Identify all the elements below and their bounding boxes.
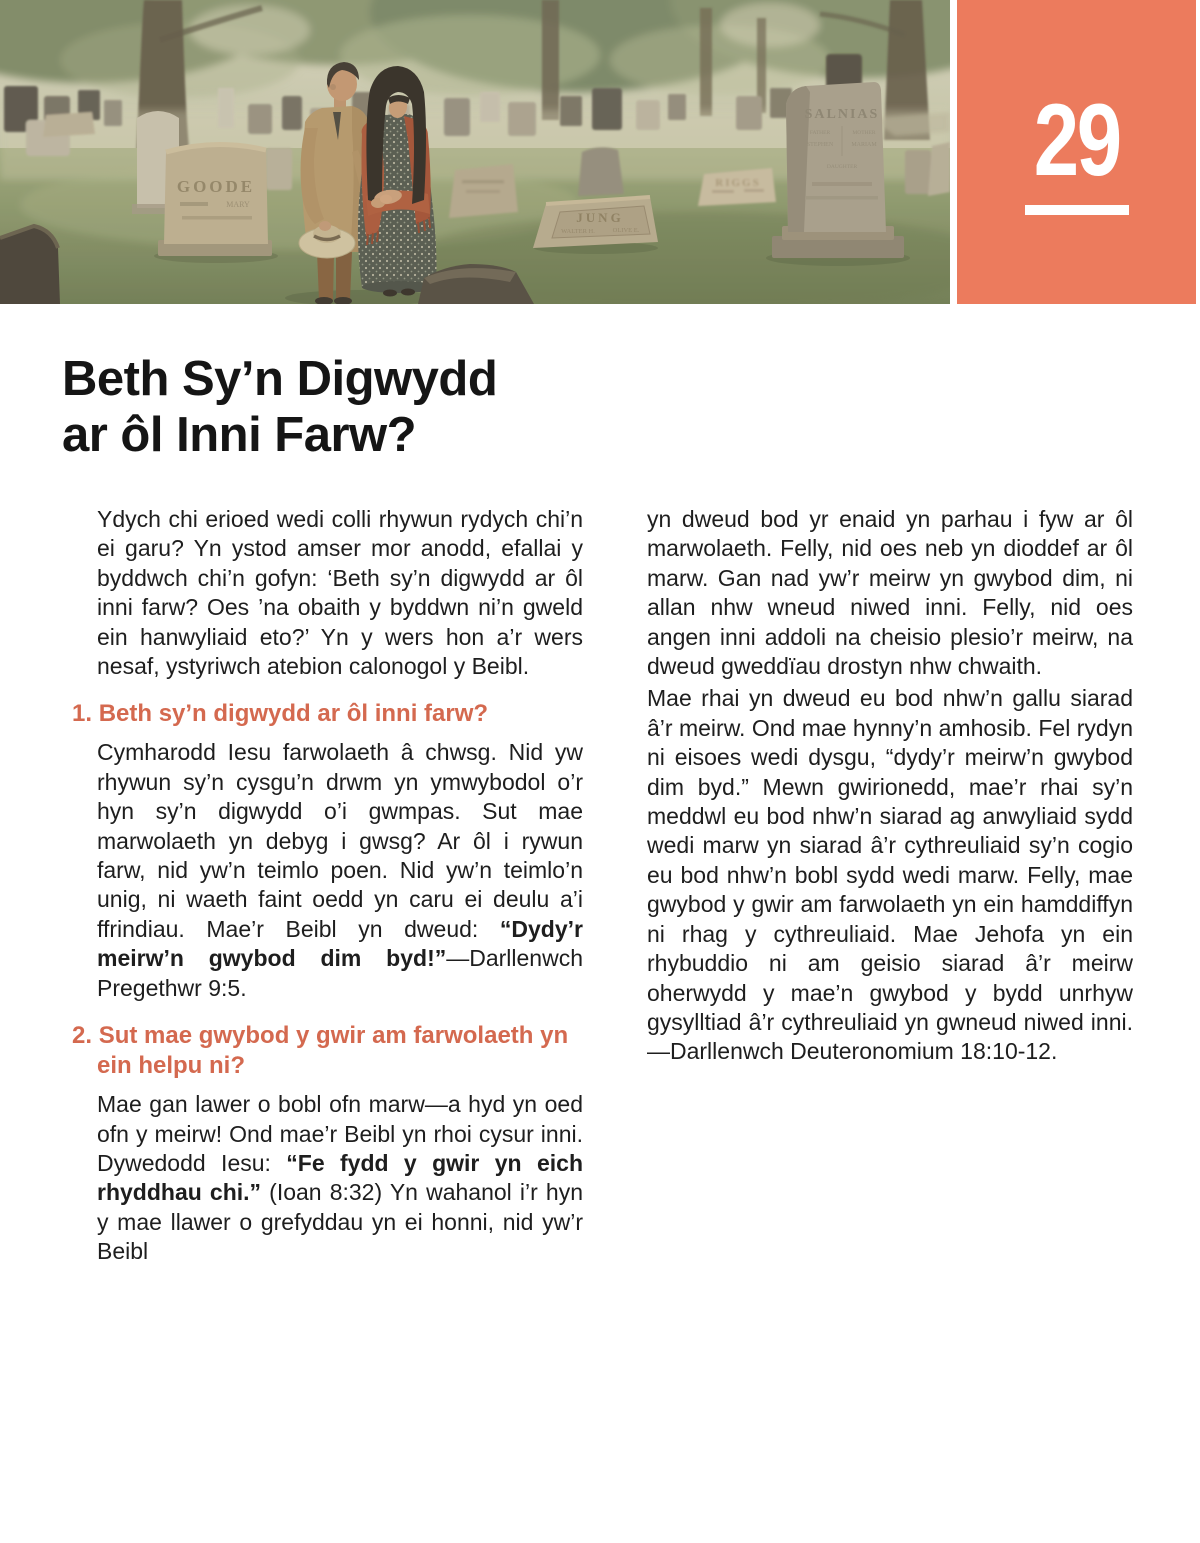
cemetery-photo bbox=[0, 0, 950, 304]
gravestone-label-salnias-father: FATHER bbox=[809, 130, 831, 136]
lesson-number-badge bbox=[957, 0, 1196, 304]
body-paragraph bbox=[97, 505, 583, 681]
gravestone-label-jung-walter: WALTER H. bbox=[561, 228, 595, 235]
cemetery-photo-illustration bbox=[0, 0, 950, 304]
text-run: —Darllenwch Pregethwr 9:5. bbox=[97, 945, 583, 1001]
body-paragraph bbox=[97, 1090, 583, 1266]
gravestone-label-goode: GOODE bbox=[176, 177, 256, 196]
lesson-number-underline bbox=[1025, 205, 1129, 215]
gravestone-label-jung: JUNG bbox=[576, 210, 624, 225]
gravestone-label-goode-sub: MARY bbox=[226, 200, 250, 209]
gravestone-label-salnias-stephen: STEPHEN bbox=[806, 142, 834, 148]
question-number: 1. bbox=[72, 700, 99, 728]
text-column-right bbox=[647, 505, 1133, 1067]
text-run: yn dweud bod yr enaid yn parhau i fyw ar ôl marwolaeth. Felly, nid oes neb yn dioddef ar ôl marw. Gan nad yw’r meirw yn gwybod dim, ni allan nhw wneud niwed inni. Felly, nid oes angen inni addoli na cheisio plesio’r meirw, na dweud gweddïau drostyn nhw chwaith. bbox=[647, 506, 1133, 680]
text-run: Ydych chi erioed wedi colli rhywun rydych chi’n ei garu? Yn ystod amser mor anodd, efallai y byddwch chi’n gofyn: ‘Beth sy’n digwydd ar ôl inni farw? Oes ’na obaith y byddwn ni’n gweld ein hanwyliaid eto?’ Yn y wers hon a’r wers nesaf, ystyriwch atebion calonogol y Beibl. bbox=[97, 506, 583, 680]
title-line-2: ar ôl Inni Farw? bbox=[62, 408, 417, 462]
gravestone-label-riggs: RIGGS bbox=[715, 177, 761, 189]
body-paragraph bbox=[647, 684, 1133, 1066]
question-heading: 2. Sut mae gwybod y gwir am farwolaeth yn ein helpu ni? bbox=[72, 1022, 569, 1080]
text-column-left bbox=[72, 505, 583, 1267]
bold-scripture-quote: “Fe fydd y gwir yn eich rhyddhau chi.” bbox=[97, 1149, 583, 1206]
page-title bbox=[62, 351, 497, 463]
body-paragraph bbox=[97, 738, 583, 1003]
gravestone-label-salnias: SALNIAS bbox=[804, 107, 880, 122]
gravestone-label-salnias-mother: MOTHER bbox=[852, 130, 876, 136]
text-run: Mae gan lawer o bobl ofn marw—a hyd yn oed ofn y meirw! Ond mae’r Beibl yn rhoi cysur inni. Dywedodd Iesu: bbox=[97, 1091, 583, 1176]
bold-scripture-quote: “Dydy’r meirw’n gwybod dim byd!” bbox=[97, 915, 583, 972]
title-line-1: Beth Sy’n Digwydd bbox=[62, 352, 498, 406]
question-heading: 1. Beth sy’n digwydd ar ôl inni farw? bbox=[72, 700, 489, 728]
gravestone-label-salnias-mariam: MARIAM bbox=[851, 142, 877, 148]
question-number: 2. bbox=[72, 1022, 99, 1050]
text-run: Mae rhai yn dweud eu bod nhw’n gallu siarad â’r meirw. Ond mae hynny’n amhosib. Fel rydyn ni eisoes wedi dysgu, “dydy’r meirw’n gwybod dim byd.” Mewn gwirionedd, mae’r rhai sy’n meddwl eu bod nhw’n siarad ag anwyliaid sydd wedi marw yn siarad â’r cythreuliaid sy’n cogio eu bod nhw’n bobl sydd wedi marw. Felly, mae gwybod y gwir am farwolaeth yn ein hamddiffyn ni rhag y cythreuliaid. Mae Jehofa yn ein rhybuddio ni am geisio siarad â’r meirw oherwydd y mae’n gwybod y bydd unrhyw gysylltiad â’r cythreuliaid yn gwneud niwed inni.—Darllenwch Deuteronomium 18:10-12. bbox=[647, 685, 1133, 1065]
text-run: Cymharodd Iesu farwolaeth â chwsg. Nid yw rhywun sy’n cysgu’n drwm yn ymwybodol o’r hyn sy’n digwydd o’i gwmpas. Sut mae marwolaeth yn debyg i gwsg? Ar ôl i rywun farw, nid yw’n teimlo poen. Nid yw’n teimlo’n unig, ni waeth faint oedd yn caru ei deulu a’i ffrindiau. Mae’r Beibl yn dweud: bbox=[97, 739, 583, 942]
lesson-number: 29 bbox=[1033, 83, 1120, 198]
gravestone-label-jung-olive: OLIVE E. bbox=[612, 227, 640, 234]
body-paragraph bbox=[647, 505, 1133, 681]
text-run: (Ioan 8:32) Yn wahanol i’r hyn y mae llawer o grefyddau yn ei honni, nid yw’r Beibl bbox=[97, 1179, 583, 1265]
gravestone-label-salnias-daughter: DAUGHTER bbox=[826, 164, 858, 170]
